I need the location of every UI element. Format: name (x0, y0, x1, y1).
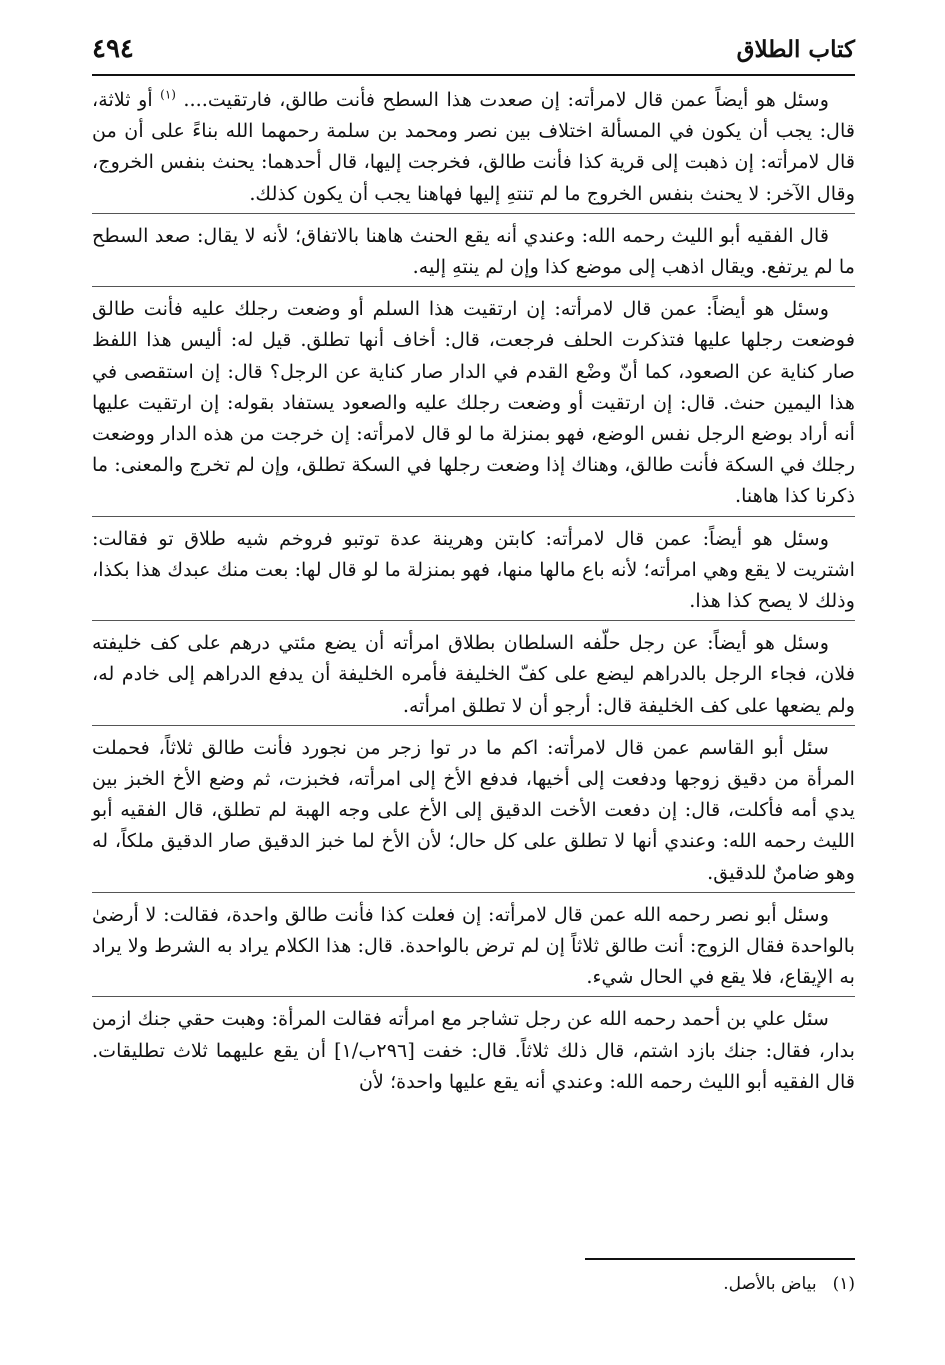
paragraph: وسئل أبو نصر رحمه الله عمن قال لامرأته: إن فعلت كذا فأنت طالق واحدة، فقالت: لا أرضىٰ بالواحدة فقال الزوج: أنت طالق ثلاثاً إن لم ترض بالواحدة. قال: هذا الكلام يراد به الشرط ولا يراد به الإيقاع، فلا يقع في الحال شيء. (92, 899, 855, 998)
page-number: ٤٩٤ (92, 34, 134, 64)
book-title: كتاب الطلاق (736, 35, 855, 63)
footnote-text: بياض بالأصل. (723, 1274, 817, 1294)
paragraph: وسئل هو أيضاً: عن رجل حلّفه السلطان بطلاق امرأته أن يضع مئتي درهم على كف خليفته فلان، فجاء الرجل بالدراهم ليضع على كفّ الخليفة فأمره الخليفة أن يدفع الدراهم إلى خادم له، ولم يضعها على كف الخليفة قال: أرجو أن لا تطلق امرأته. (92, 627, 855, 726)
footnote (723, 1274, 855, 1294)
paragraph: سئل أبو القاسم عمن قال لامرأته: اكم ما در توا زجر من نجورد فأنت طالق ثلاثاً، فحملت المرأة من دقيق زوجها ودفعت إلى أخيها، فدفع الأخ إلى امرأته، فخبزت، ثم وضع الأخ الخبز بين يدي أمه فأكلت، قال: إن دفعت الأخت الدقيق إلى الأخ على وجه الهبة لم تطلق، قال الفقيه أبو الليث رحمه الله: وعندي أنها لا تطلق على كل حال؛ لأن الأخ لما خبز الدقيق صار الدقيق ملكاً، له وهو ضامنٌ للدقيق. (92, 732, 855, 893)
footnote-number: (١) (832, 1274, 855, 1294)
footnote-divider (585, 1258, 855, 1260)
page-header (92, 24, 855, 76)
paragraph: سئل علي بن أحمد رحمه الله عن رجل تشاجر مع امرأته فقالت المرأة: وهبت حقي جنك ازمن بدار، فقال: جنك بازد اشتم، قال ذلك ثلاثاً. قال: خفت [٢٩٦ب/١] أن يقع عليهما ثلاث تطليقات. قال الفقيه أبو الليث رحمه الله: وعندي أنه يقع عليها واحدة؛ لأن (92, 1007, 856, 1093)
paragraph-text: أو ثلاثة، قال: يجب أن يكون في المسألة اختلاف بين نصر ومحمد بن سلمة رحمهما الله بناءً على أن من قال لامرأته: إن ذهبت إلى قرية كذا فأنت طالق، فخرجت إليها، قال أحدهما: يحنث بنفس الخروج، وقال الآخر: لا يحنث بنفس الخروج ما لم تنتهِ إليها فهاهنا يجب أن يكون كذلك. (92, 88, 855, 205)
paragraph (92, 84, 855, 214)
paragraph: وسئل هو أيضاً: عمن قال لامرأته: كابتن وهرينة عدة توتبو فروخم شيه طلاق تو فقالت: اشتريت لا يقع وهي امرأته؛ لأنه باع مالها منها، فهو بمنزلة ما لو قال لها: بعت منك عبدك هذا بكذا، وذلك لا يصح كذا هذا. (92, 523, 855, 622)
paragraph: وسئل هو أيضاً: عمن قال لامرأته: إن ارتقيت هذا السلم أو وضعت رجلك عليه فأنت طالق فوضعت رجلها عليها فتذكرت الحلف فرجعت، قال: أخاف أنها تطلق. قيل له: أليس هذا اللفظ صار كناية عن الصعود، كما أنّ وضْع القدم في الدار صار كناية عن الرجل؟ قال: إن استقصى في هذا اليمين حنث. قال: إن ارتقيت أو وضعت رجلك عليه والصعود يستفاد بقوله: إن ارتقيت عليها أنه أراد بوضع الرجل نفس الوضع، فهو بمنزلة ما لو قال لامرأته: إن خرجت من هذه الدار ووضعت رجلك في السكة فأنت طالق، وهناك إذا وضعت رجلها في السكة تطلق، وإن لم تخرج والمعنى: ما ذكرنا كذا هاهنا. (92, 293, 855, 516)
footnote-marker: (١) (160, 87, 176, 102)
paragraph-text: وسئل هو أيضاً عمن قال لامرأته: إن صعدت هذا السطح فأنت طالق، فارتقيت.... (175, 88, 829, 111)
paragraph: قال الفقيه أبو الليث رحمه الله: وعندي أنه يقع الحنث هاهنا بالاتفاق؛ لأنه لا يقال: صعد السطح ما لم يرتفع. ويقال اذهب إلى موضع كذا وإن لم ينتهِ إليه. (92, 220, 855, 287)
main-text (92, 84, 855, 1107)
